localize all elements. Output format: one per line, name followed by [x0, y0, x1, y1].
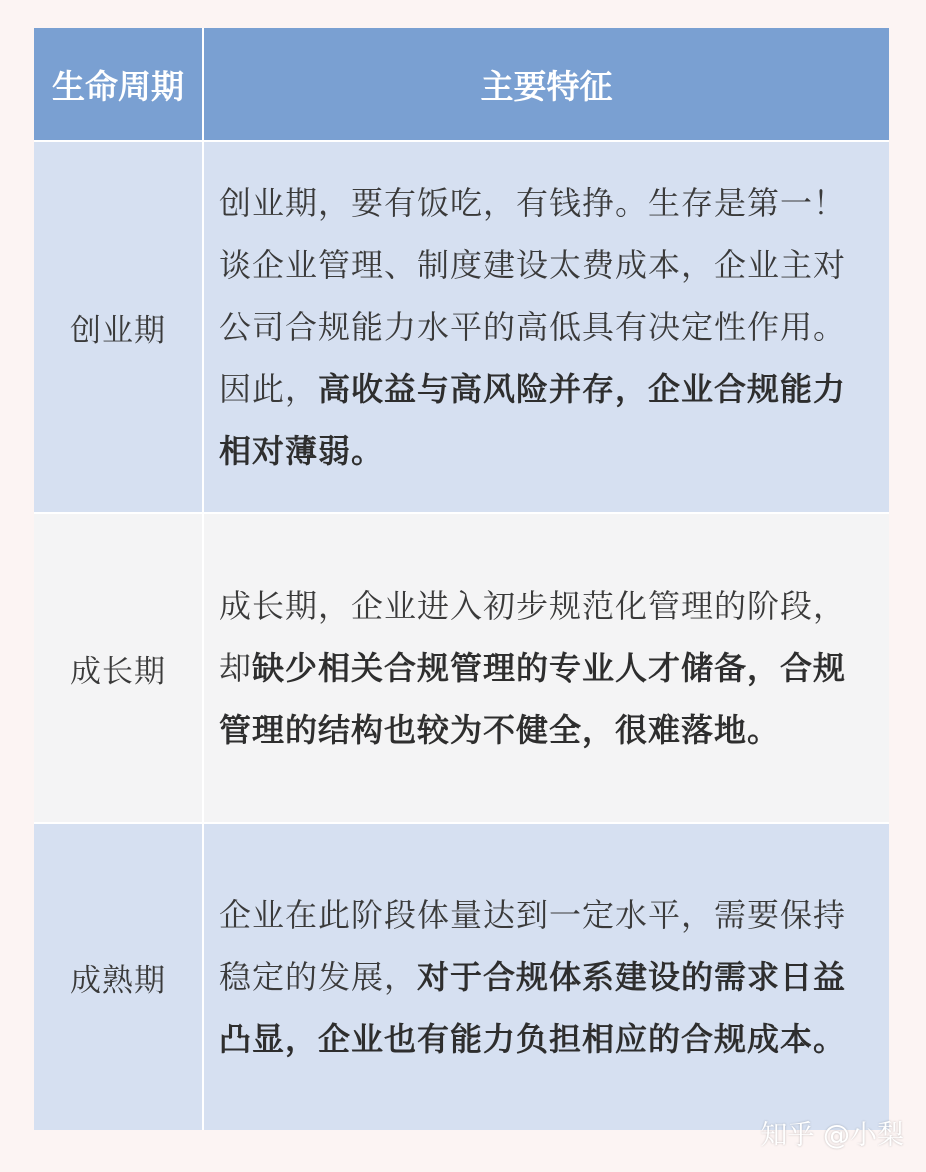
startup-description [204, 172, 889, 482]
growth-highlight: 缺少相关合规管理的专业人才储备，合规管理的结构也较为不健全，很难落地。 [219, 649, 847, 749]
startup-text: 创业期，要有饭吃，有钱挣。生存是第一！谈企业管理、制度建设太费成本，企业主对公司合规能力水平的高低具有决定性作用。因此， [219, 184, 847, 408]
stage-startup: 创业期 [34, 142, 204, 512]
mature-highlight: 对于合规体系建设的需求日益凸显，企业也有能力负担相应的合规成本。 [219, 958, 847, 1058]
lifecycle-table [34, 28, 889, 1130]
table-header-row [34, 28, 889, 142]
growth-text: 成长期，企业进入初步规范化管理的阶段，却 [219, 587, 847, 687]
stage-mature: 成熟期 [34, 824, 204, 1130]
table-row [34, 142, 889, 514]
table-row [34, 514, 889, 824]
growth-description [204, 575, 889, 761]
header-lifecycle: 生命周期 [34, 28, 204, 140]
stage-growth: 成长期 [34, 514, 204, 822]
table-row [34, 824, 889, 1130]
zhihu-watermark: 知乎 @小梨 [760, 1120, 904, 1151]
startup-highlight: 高收益与高风险并存，企业合规能力相对薄弱。 [219, 370, 847, 470]
header-main-features: 主要特征 [480, 66, 613, 106]
mature-text: 企业在此阶段体量达到一定水平，需要保持稳定的发展， [219, 896, 847, 996]
mature-description [204, 884, 889, 1070]
